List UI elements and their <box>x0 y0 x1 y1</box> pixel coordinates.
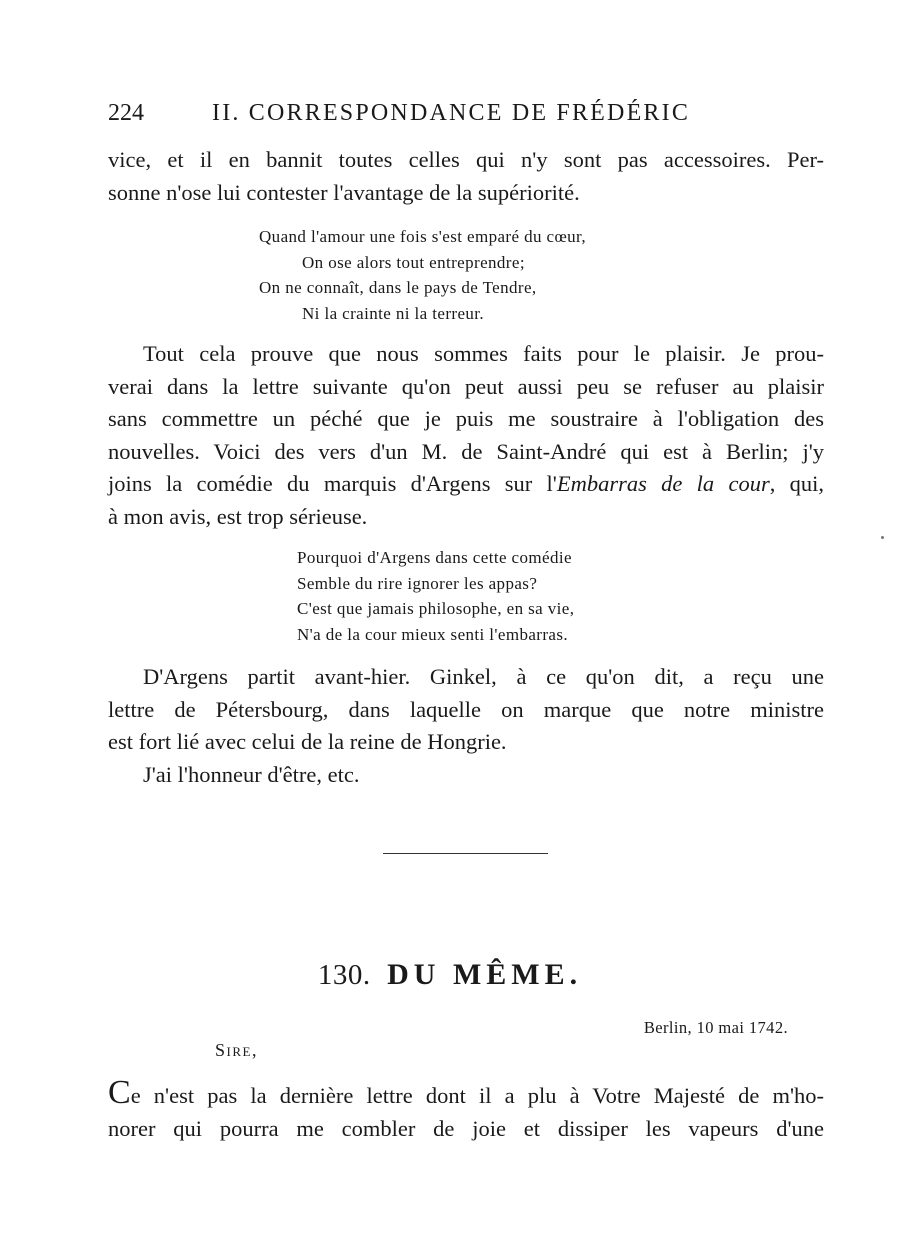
verse-line: Semble du rire ignorer les appas? <box>297 573 538 593</box>
verse-line: C'est que jamais philosophe, en sa vie, <box>297 599 575 618</box>
paragraph-dargens <box>108 661 824 791</box>
print-speck <box>881 536 884 539</box>
text-line: à mon avis, est trop sérieuse. <box>108 503 368 529</box>
text-line <box>108 1074 824 1113</box>
paragraph-plaisir <box>108 338 824 533</box>
letter-body <box>108 1074 824 1145</box>
page-number: 224 <box>108 100 144 126</box>
verse-line: Quand l'amour une fois s'est emparé du cœur, <box>259 227 587 246</box>
verse-line: On ose alors tout entreprendre; <box>302 252 525 272</box>
text-line: verai dans la lettre suivante qu'on peut aussi peu se refuser au plaisir <box>108 373 824 399</box>
salutation: Sire, <box>215 1040 258 1060</box>
paragraph-continuation <box>108 144 824 209</box>
text-run: joins la comédie du marquis d'Argens sur l' <box>108 471 557 496</box>
dateline: Berlin, 10 mai 1742. <box>643 1018 788 1037</box>
text-run: , qui, <box>769 471 824 496</box>
text-line: vice, et il en bannit toutes celles qui n'y sont pas accessoires. Per- <box>108 147 824 172</box>
text-line: lettre de Pétersbourg, dans laquelle on marque que notre ministre <box>108 696 824 722</box>
text-line: nouvelles. Voici des vers d'un M. de Saint-André qui est à Berlin; j'y <box>108 438 824 464</box>
text-line: Tout cela prouve que nous sommes faits pour le plaisir. Je prou- <box>143 341 824 366</box>
text-line: est fort lié avec celui de la reine de Hongrie. <box>108 729 507 754</box>
verse-line: N'a de la cour mieux senti l'embarras. <box>297 624 569 644</box>
letter-heading <box>0 958 900 992</box>
drop-cap: C <box>108 1074 131 1111</box>
text-line: sonne n'ose lui contester l'avantage de la supériorité. <box>108 179 580 205</box>
text-run: e n'est pas la dernière lettre dont il a plu à Votre Majesté de m'ho- <box>130 1083 824 1108</box>
letter-title: DU MÊME. <box>387 958 583 991</box>
text-line: sans commettre un péché que je puis me soustraire à l'obligation des <box>108 406 824 431</box>
running-head <box>108 100 828 134</box>
running-title: II. CORRESPONDANCE DE FRÉDÉRIC <box>212 100 691 126</box>
closing-formula: J'ai l'honneur d'être, etc. <box>143 761 360 787</box>
verse-line: Pourquoi d'Argens dans cette comédie <box>297 548 572 567</box>
italic-title: Embarras de la cour <box>556 471 770 496</box>
text-line: D'Argens partit avant-hier. Ginkel, à ce qu'on dit, a reçu une <box>143 664 824 689</box>
verse-line: Ni la crainte ni la terreur. <box>302 303 485 323</box>
letter-number: 130. <box>317 959 371 991</box>
verse-quatrain-1 <box>259 224 586 326</box>
text-line: norer qui pourra me combler de joie et dissiper les vapeurs d'une <box>108 1115 824 1141</box>
text-line <box>108 468 824 501</box>
verse-line: On ne connaît, dans le pays de Tendre, <box>259 278 537 297</box>
verse-quatrain-2 <box>297 545 574 647</box>
section-divider <box>383 853 548 854</box>
